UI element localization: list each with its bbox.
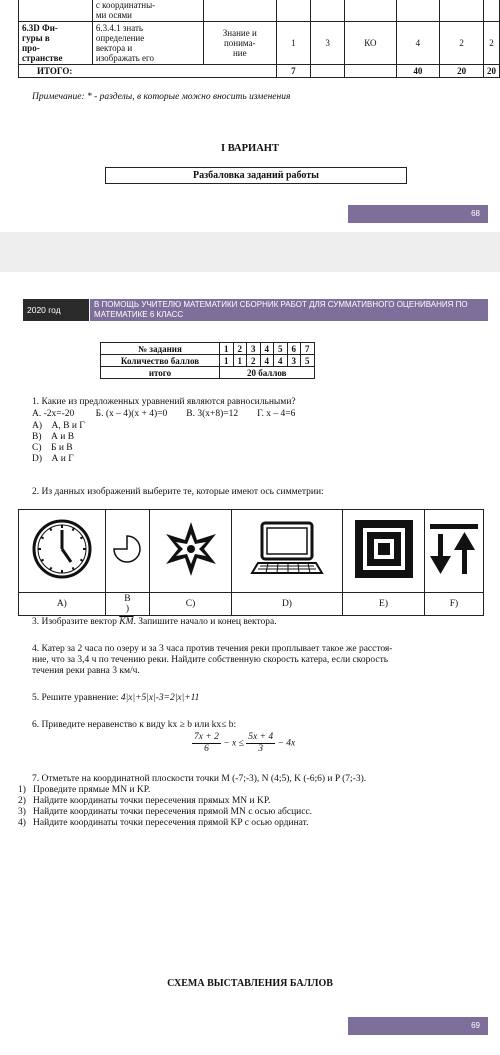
score-table — [100, 342, 315, 379]
table-row — [19, 510, 484, 593]
year-label: 2020 год — [23, 299, 89, 321]
page-69 — [0, 272, 500, 1055]
vector-label: $\overline{KM}$ — [119, 617, 134, 627]
q3-text: 3. Изобразите вектор $\overline{KM}$. Запишите начало и конец вектора. — [32, 617, 277, 627]
clock-icon — [19, 510, 106, 593]
arrows-icon — [425, 510, 484, 593]
note-text: Примечание: * - разделы, в которые можно вносить изменения — [32, 92, 291, 102]
q1-options: А. -2х=-20 Б. (х – 4)(х + 4)=0 В. 3(х+8)=12 Г. х – 4=6 — [32, 409, 296, 419]
table-row: № задания 1 2 3 4 5 6 7 — [101, 343, 315, 355]
q1-text: 1. Какие из предложенных уравнений являются равносильными? — [32, 397, 296, 407]
page-number-bar: 68 — [348, 205, 488, 223]
table-row: A) B ) C) D) E) F) — [19, 593, 484, 616]
q7-item: 2) Найдите координаты точки пересечения прямых MN и KP. — [18, 796, 271, 806]
box-title: Разбаловка заданий работы — [105, 167, 407, 184]
q6-text: 6. Приведите неравенство к виду kx ≥ b или kx≤ b: — [32, 720, 237, 730]
pie-shape-icon — [105, 510, 150, 593]
q1-answer: B) А и В — [32, 432, 75, 442]
concentric-squares-icon — [343, 510, 425, 593]
fraction: $\frac{7x + 2}{6}$ — [194, 732, 219, 754]
bottom-heading: СХЕМА ВЫСТАВЛЕНИЯ БАЛЛОВ — [167, 978, 333, 989]
q5-text: 5. Решите уравнение: 4|x|+5|x|-3=2|x|+11 — [32, 693, 200, 703]
table-total-row: ИТОГО: 7 40 20 20 — [19, 65, 500, 78]
q2-text: 2. Из данных изображений выберите те, которые имеют ось симметрии: — [32, 487, 324, 497]
page-number-bar: 69 — [348, 1017, 488, 1035]
q1-answer: D) А и Г — [32, 454, 74, 464]
q7-text: 7. Отметьте на координатной плоскости точки M (-7;-3), N (4;5), K (-6;6) и P (7;-3). — [32, 774, 367, 784]
variant-heading: I ВАРИАНТ — [221, 143, 279, 154]
fraction: $\frac{5x + 4}{3}$ — [248, 732, 274, 754]
q7-item: 4) Найдите координаты точки пересечения прямой KP с осью ординат. — [18, 818, 309, 828]
page-gap — [0, 232, 500, 272]
table-row: 6.3D Фи- гуры в про- странстве 6.3.4.1 знать определение вектора и изображать его Знание и понима- ние 1 3 КО 4 2 2 — [19, 22, 500, 65]
q1-answer: A) А, В и Г — [32, 421, 85, 431]
symmetry-table — [18, 509, 484, 616]
page-68 — [0, 0, 500, 232]
table-row: итого 20 баллов — [101, 367, 315, 379]
star-icon — [150, 510, 232, 593]
q1-answer: C) Б и В — [32, 443, 73, 453]
table-row: с координатны- ми осями — [19, 0, 500, 22]
q4-text: 4. Катер за 2 часа по озеру и за 3 часа против течения реки проплывает такое же расстоя- ние, что за 3,4 ч по течению реки. Найдите собственную скорость катера, если скорость течения реки равна 3 км/ч. — [32, 644, 393, 676]
table-row: Количество баллов 1 1 2 4 4 3 5 — [101, 355, 315, 367]
q6-inequality: $\frac{7x + 2}{6}$ − x ≤ $\frac{5x + 4}{3}$ − 4x — [194, 732, 296, 754]
q7-item: 3) Найдите координаты точки пересечения прямой MN с осью абсцисс. — [18, 807, 313, 817]
header-bar: В ПОМОЩЬ УЧИТЕЛЮ МАТЕМАТИКИ СБОРНИК РАБОТ ДЛЯ СУММАТИВНОГО ОЦЕНИВАНИЯ ПО МАТЕМАТИКЕ 6 КЛАСС — [90, 299, 488, 321]
q7-item: 1) Проведите прямые MN и KP. — [18, 785, 151, 795]
laptop-icon — [231, 510, 342, 593]
q5-equation: 4|x|+5|x|-3=2|x|+11 — [120, 693, 200, 703]
plan-table — [18, 0, 500, 78]
